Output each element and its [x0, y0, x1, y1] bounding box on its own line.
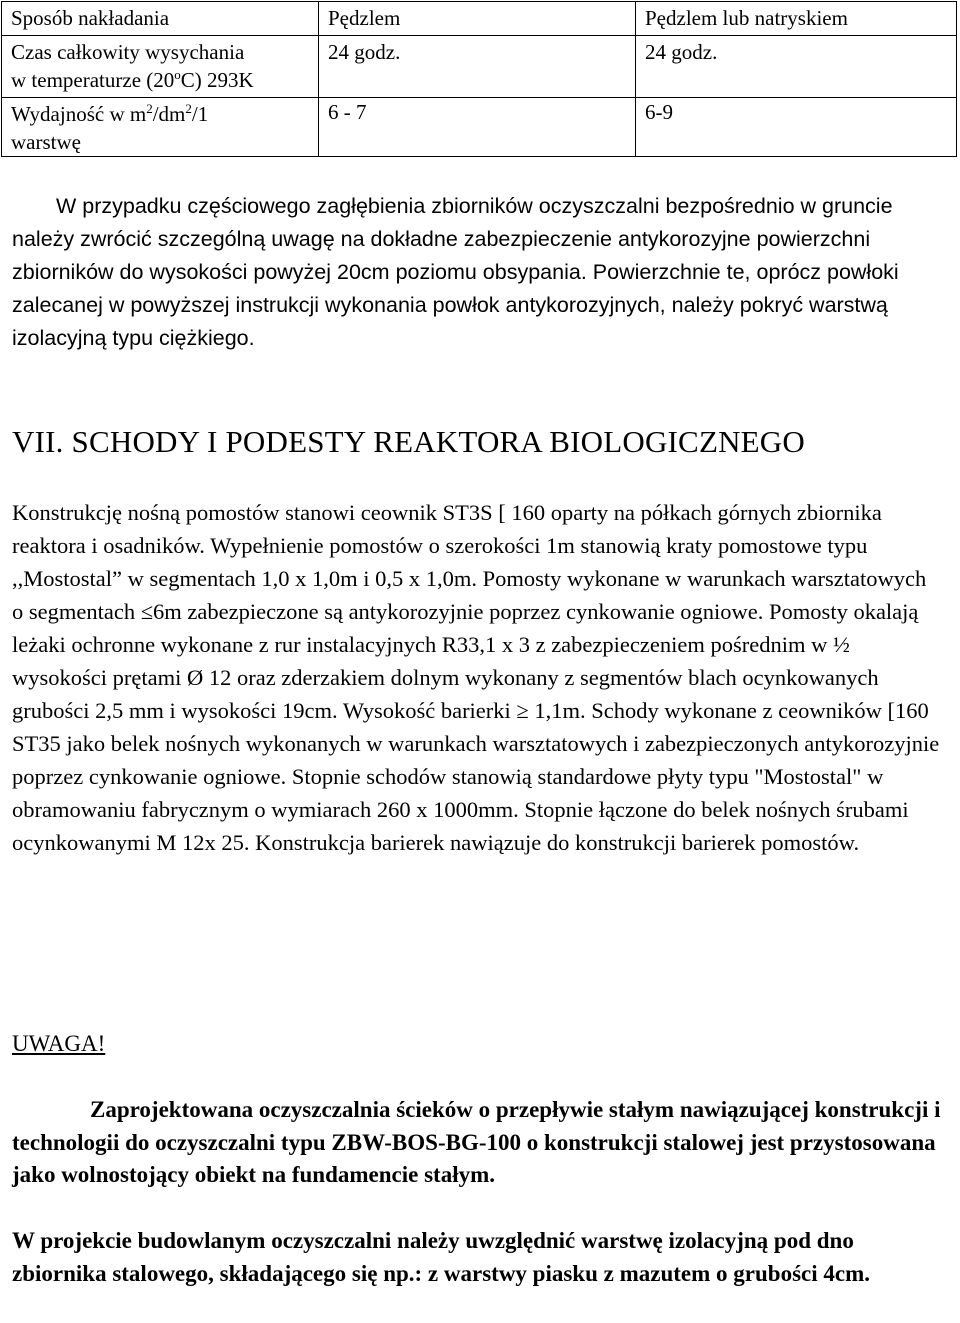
cell-text: Pędzlem [328, 6, 401, 30]
cell-text: Pędzlem lub natryskiem [645, 6, 848, 30]
bold-note-insulation: W projekcie budowlanym oczyszczalni należy uwzględnić warstwę izolacyjną pod dno zbiornika stalowego, składającego się np.: z warstwy piasku z mazutem o grubości 4cm. [12, 1228, 870, 1286]
table-row [2, 36, 957, 98]
table-cell-label [2, 98, 319, 157]
superscript: o [174, 67, 181, 82]
table-cell [319, 98, 636, 157]
cell-text: C) 293K [180, 68, 254, 92]
table-cell-label [2, 36, 319, 98]
paragraph-partial-burial: W przypadku częściowego zagłębienia zbiorników oczyszczalni bezpośrednio w gruncie należy zwrócić szczególną uwagę na dokładne zabezpieczenie antykorozyjne powierzchni zbiorników do wysokości powyżej 20cm poziomu obsypania. Powierzchnie te, oprócz powłoki zalecanej w powyższej instrukcji wykonania powłok antykorozyjnych, należy pokryć warstwą izolacyjną typu ciężkiego. [12, 194, 899, 350]
table-cell [636, 98, 957, 157]
superscript: 2 [185, 101, 192, 116]
cell-text: Wydajność w m [11, 102, 147, 126]
cell-text: Sposób nakładania [11, 6, 170, 30]
warning-label: UWAGA! [12, 1031, 106, 1056]
table-cell [319, 2, 636, 36]
cell-text: 24 godz. [328, 40, 401, 64]
table-row [2, 98, 957, 157]
cell-text: Czas całkowity wysychania [11, 40, 245, 64]
superscript: 2 [146, 101, 153, 116]
paragraph-platforms-stairs: Konstrukcję nośną pomostów stanowi ceownik ST3S [ 160 oparty na półkach górnych zbiornika reaktora i osadników. Wypełnienie pomostów o szerokości 1m stanowią kraty pomostowe typu ,,Mostostal” w segmentach 1,0 x 1,0m i 0,5 x 1,0m. Pomosty wykonane w warunkach warsztatowych o segmentach ≤6m zabezpieczone są antykorozyjnie poprzez cynkowanie ogniowe. Pomosty okalają leżaki ochronne wykonane z rur instalacyjnych R33,1 x 3 z zabezpieczeniem pośrednim w ½ wysokości prętami Ø 12 oraz zderzakiem dolnym wykonany z segmentów blach ocynkowanych grubości 2,5 mm i wysokości 19cm. Wysokość barierki ≥ 1,1m. Schody wykonane z ceowników [160 ST35 jako belek nośnych wykonanych w warunkach warsztatowych i zabezpieczonych antykorozyjnie poprzez cynkowanie ogniowe. Stopnie schodów stanowią standardowe płyty typu "Mostostal" w obramowaniu fabrycznym o wymiarach 260 x 1000mm. Stopnie łączone do belek nośnych śrubami ocynkowanymi M 12x 25. Konstrukcja barierek nawiązuje do konstrukcji barierek pomostów. [12, 500, 940, 855]
table-cell [636, 36, 957, 98]
table-cell [319, 36, 636, 98]
cell-text: w temperaturze (20 [11, 68, 175, 92]
cell-text: 24 godz. [645, 40, 718, 64]
table-cell [636, 2, 957, 36]
bold-note-design: Zaprojektowana oczyszczalnia ścieków o przepływie stałym nawiązującej konstrukcji i technologii do oczyszczalni typu ZBW-BOS-BG-100 o konstrukcji stalowej jest przystosowana jako wolnostojący obiekt na fundamencie stałym. [12, 1097, 941, 1187]
cell-text: 6-9 [645, 100, 673, 124]
section-heading: VII. SCHODY I PODESTY REAKTORA BIOLOGICZNEGO [12, 424, 805, 459]
cell-text: 6 - 7 [328, 100, 367, 124]
cell-text: warstwę [11, 130, 81, 154]
table-cell-label [2, 2, 319, 36]
cell-text: /dm [152, 102, 186, 126]
table-row [2, 2, 957, 36]
cell-text: /1 [191, 102, 209, 126]
coating-spec-table [1, 1, 957, 157]
